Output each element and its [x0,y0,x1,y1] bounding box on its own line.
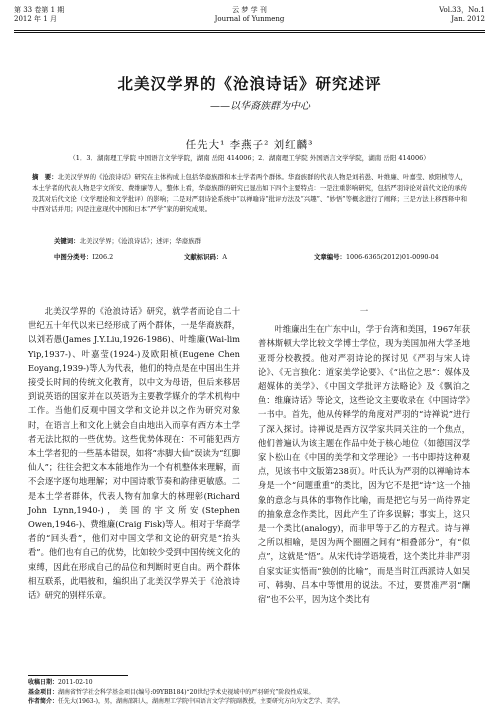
article-title: 北美汉学界的《沧浪诗话》研究述评 [117,75,382,93]
journal-name-en: Journal of Yunmeng [214,15,285,23]
document-code [184,252,227,261]
article-no-value: 1006-6365(2012)01-0090-04 [345,253,439,261]
clc-label: 中图分类号： [54,253,93,261]
footnote-rule [28,675,128,676]
publication-date-en: Jan. 2012 [451,15,485,23]
author-bio-value: 任先大(1963-)，男，湖南邵阳人，湖南理工学院中国语言文学学院副教授，主要研究方向为文艺学、美学。 [58,698,344,705]
fund-info [28,688,471,698]
affiliations: （1．3．湖南理工学院 中国语言文学学院，湖南 岳阳 414006；2．湖南理工学院 外国语言文学学院，湖南 岳阳 414006） [69,154,430,162]
body-paragraph: 叶维廉出生在广东中山，学于台湾和美国，1967年获普林斯顿大学比较文学博士学位，现为美国加州大学圣地亚哥分校教授。他对严羽诗论的探讨见《严羽与宋人诗论》、《无言独化：道家美学论要》、《“出位之思”：媒体及超媒体的美学》、《中国文学批评方法略论》及《飘泊之鱼：维廉诗话》等论文，这些论文主要收录在《中国诗学》一书中。首先，他从传释学的角度对严羽的“诗禅说”进行了深入探讨。诗禅说是西方汉学家共同关注的一个焦点，他们普遍认为该主题在作品中处于核心地位（如德国汉学家卜松山在《中国的美学和文学理论》一书中即持这种观点，见该书中文版第238页）。叶氏认为严羽的以禅喻诗本身是一个“问题重重”的类比，因为它不是把“诗”这一个抽象的意念与具体的事物作比喻，而是把它与另一尚待界定的抽象意念作类比，因此产生了许多误解；事实上，这只是一个类比(analogy)，而非甲等于乙的方程式。诗与禅之所以相喻，是因为两个圈圈之间有“相叠部分”，有“似点”，这就是“悟”。从宋代诗学语境看，这个类比并非严羽自家实证实悟而“独创的比喻”，而是当时江西派诗人如吴可、韩驹、吕本中等惯用的说法。不过，要贯准严羽“酬宿”也不公平，因为这个类比有 [258,324,470,605]
body-column-left [28,304,240,602]
header-rule-top [14,30,485,31]
classification-line [54,252,467,262]
author-bio-label: 作者简介： [28,698,59,705]
doc-code-value: A [222,253,227,261]
body-paragraph: 北美汉学界的《沧浪诗话》研究，就学者而论自二十世纪五十年代以来已经形成了两个群体，一是华裔族群，以刘若愚(James J.Y.Liu,1926-1986)、叶维廉(Wai-lim Yip,1937-)、叶嘉莹(1924-)及欧阳桢(Eugene Chen Eoyang,1939-)等人为代表，他们的特点是在中国出生并接受长时间的传统文化教育，以中文为母语，但后来移居到说英语的国家并在以英语为主要教学媒介的学术机构中工作。当他们反观中国文学和文论并以之作为研究对象时，在语言上和文化上就会自由地出入而享有西方本土学者无法比拟的一些优势。这些优势体现在：不可能犯西方本土学者犯的一些基本错误，如将“赤脚大仙”误读为“红脚仙人”；往往会把文本本能地作为一个有机整体来理解，而不会逐字逐句地理解；对中国诗歌节奏和韵律更敏感。二是本土学者群体，代表人物有加拿大的林理彰(Richard John Lynn,1940-)，美国的宇文所安(Stephen Owen,1946-)、费维廉(Craig Fisk)等人。相对于华裔学者的“回头看”，他们对中国文学和文论的研究是“抬头看”。他们也有自己的优势，比如较少受到中国传统文化的束缚，因此在形成自己的品位和判断时更自由。两个群体相互联系，此唱彼和，编织出了北美汉学界关于《沧浪诗话》研究的别样乐章。 [28,306,240,601]
received-date [28,678,471,688]
header-rule-bottom [14,32,485,33]
header-center [14,6,485,24]
body-column-right [258,304,470,606]
author-list: 任先大¹ 李燕子² 刘红麟³ [185,139,314,151]
author-bio [28,697,471,707]
doc-code-label: 文献标识码： [184,253,223,261]
article-no-label: 文章编号： [314,253,346,261]
fund-label: 基金项目： [28,688,59,696]
received-value: 2011-02-10 [58,679,93,686]
abstract-text: 北美汉学界的《沧浪诗话》研究在主体构成上包括华裔族群和本土学者两个群体。华裔族群的代表人物是刘若愚、叶维廉、叶嘉莹、欧阳桢等人，本土学者的代表人物是宇文所安、费维廉等人，整体上看，华裔族群的研究已显出如下四个主要特点：一是注重影响研究，包括严羽诗论对前代文论的承传及其对后代文论（文学理论和文学批评）的影响；二是对严羽诗论系统中“以禅喻诗”批评方法及“兴趣”、“妙悟”等概念进行了阐释；三是方法上移西释中和中西对话并用；四是注意现代中国和日本“严学”家的研究成果。 [32,173,468,214]
header-right [439,6,485,24]
footnotes [28,678,471,707]
article-number [314,252,439,261]
keywords-label: 关键词： [54,237,80,245]
journal-name-cn: 云 梦 学 刊 [232,6,267,14]
abstract-label: 摘 要： [32,173,58,181]
received-label: 收稿日期： [28,679,59,686]
keywords-text: 北美汉学界；《沧浪诗话》；述评；华裔族群 [79,237,201,245]
keywords [54,236,467,245]
running-header [14,6,485,32]
volume-issue: 第 33 卷第 1 期 [14,6,65,14]
fund-value: 湖南省哲学社会科学基金项目(编号:09YBB184)“20世纪学术史视域中的严羽研究”阶段性成果。 [58,688,315,696]
abstract [32,172,467,215]
volume-issue-en: Vol.33，No.1 [439,6,485,14]
clc-number [54,252,113,261]
section-heading: 一 [359,306,369,316]
clc-value: I206.2 [92,253,114,261]
publication-date: 2012 年 1 月 [14,15,57,23]
article-subtitle: ——以华裔族群为中心 [210,101,310,112]
